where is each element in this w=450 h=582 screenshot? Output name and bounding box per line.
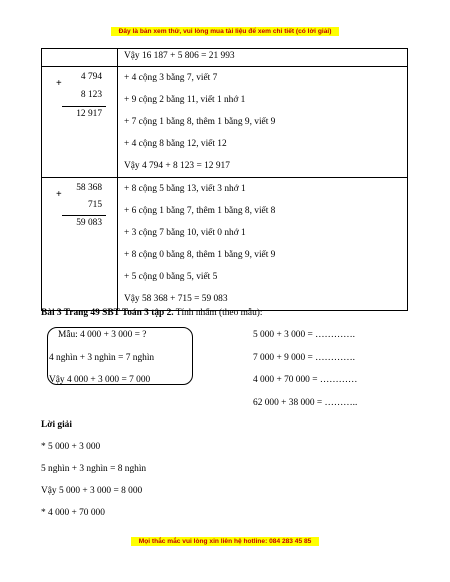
exercise-title: [41, 308, 262, 318]
table-line: + 8 cộng 0 bằng 8, thêm 1 bằng 9, viết 9: [124, 250, 276, 260]
exercise-item: 5 000 + 3 000 = ………….: [253, 330, 355, 340]
table-line: + 4 cộng 3 bằng 7, viết 7: [124, 73, 218, 83]
table-line: Vậy 4 794 + 8 123 = 12 917: [124, 161, 230, 171]
preview-banner: Đây là bản xem thử, vui lòng mua tài liệu để xem chi tiết (có lời giải): [111, 27, 339, 36]
vertical-addition: [42, 178, 117, 310]
sum: 59 083: [76, 218, 102, 228]
addend-b: 8 123: [80, 90, 102, 100]
table-line: Vậy 16 187 + 5 806 = 21 993: [124, 51, 235, 61]
table-line: Vậy 58 368 + 715 = 59 083: [124, 294, 228, 304]
solution-line: * 5 000 + 3 000: [41, 442, 101, 452]
table-row: [42, 178, 408, 311]
table-line: + 6 cộng 1 bằng 7, thêm 1 bằng 8, viết 8: [124, 206, 276, 216]
exercise-item: 62 000 + 38 000 = ………..: [253, 398, 358, 408]
solution-heading: Lời giải: [41, 420, 72, 430]
example-line: Mẫu: 4 000 + 3 000 = ?: [58, 330, 147, 340]
example-line: 4 nghìn + 3 nghìn = 7 nghìn: [49, 353, 155, 363]
table-line: + 7 cộng 1 bằng 8, thêm 1 bằng 9, viết 9: [124, 117, 276, 127]
sum-rule: [62, 106, 106, 107]
addend-a: 4 794: [80, 72, 102, 82]
table-line: + 4 cộng 8 bằng 12, viết 12: [124, 139, 227, 149]
sum-rule: [62, 215, 106, 216]
table-line: + 8 cộng 5 bằng 13, viết 3 nhớ 1: [124, 184, 246, 194]
table-row: [42, 67, 408, 178]
solution-line: 5 nghìn + 3 nghìn = 8 nghìn: [41, 464, 147, 474]
solution-line: Vậy 5 000 + 3 000 = 8 000: [41, 486, 143, 496]
addition-table: [41, 48, 408, 311]
plus-sign: +: [56, 189, 62, 200]
exercise-title-rest: Tính nhẩm (theo mẫu):: [173, 308, 263, 318]
exercise-title-bold: Bài 3 Trang 49 SBT Toán 3 tập 2.: [41, 308, 174, 318]
exercise-item: 7 000 + 9 000 = ………….: [253, 353, 355, 363]
sum: 12 917: [76, 109, 102, 119]
table-line: + 3 cộng 7 bằng 10, viết 0 nhớ 1: [124, 228, 246, 238]
table-line: + 9 cộng 2 bằng 11, viết 1 nhớ 1: [124, 95, 246, 105]
table-line: + 5 cộng 0 bằng 5, viết 5: [124, 272, 218, 282]
plus-sign: +: [56, 78, 62, 89]
exercise-item: 4 000 + 70 000 = …………: [253, 375, 358, 385]
addend-b: 715: [87, 200, 102, 210]
example-line: Vậy 4 000 + 3 000 = 7 000: [49, 375, 151, 385]
solution-line: * 4 000 + 70 000: [41, 508, 105, 518]
hotline-banner: Mọi thắc mắc vui lòng xin liên hệ hotline: 084 283 45 85: [131, 537, 319, 546]
addend-a: 58 368: [76, 183, 102, 193]
vertical-addition: [42, 67, 117, 177]
table-row: [42, 49, 408, 67]
